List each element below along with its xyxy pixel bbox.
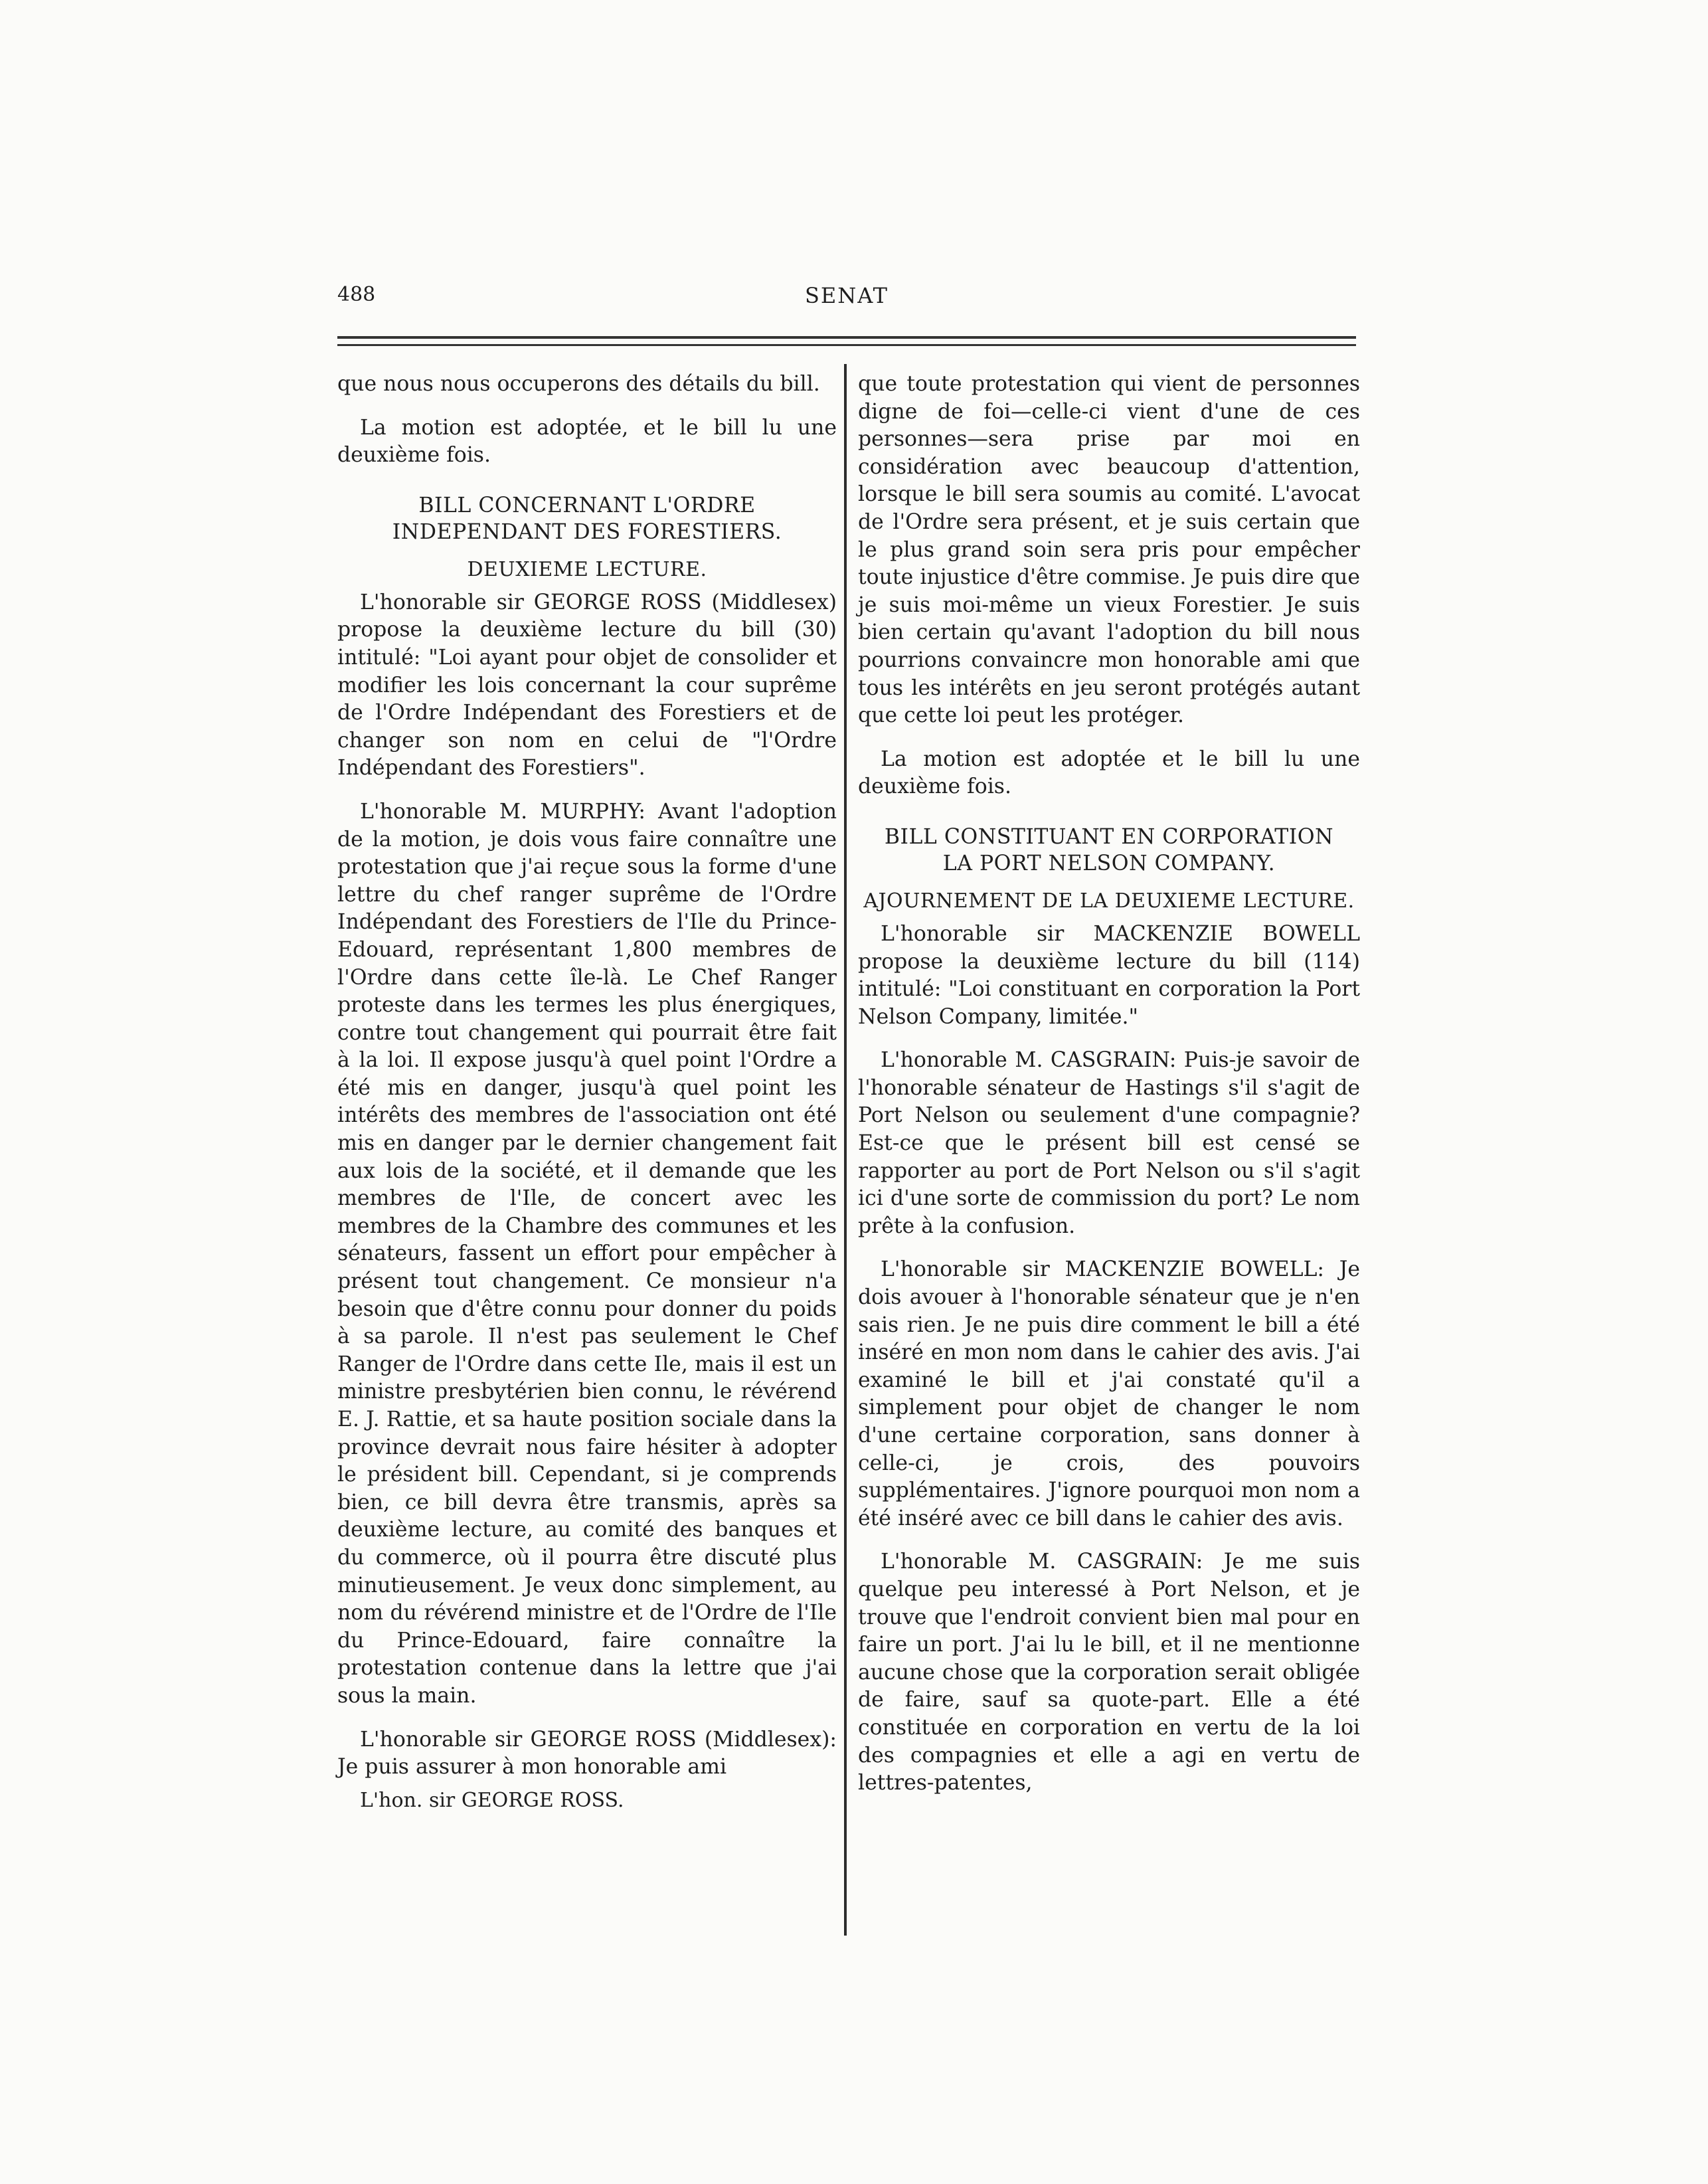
paragraph: que toute protestation qui vient de personnes digne de foi—celle-ci vient d'une de ces personnes—sera prise par moi en considération avec beaucoup d'attention, lorsque le bill sera soumis au comité. L'avocat de l'Ordre sera présent, et je suis certain que le plus grand soin sera pris pour empêcher toute injustice d'être commise. Je puis dire que je suis moi-même un vieux Forestier. Je suis bien certain qu'avant l'adoption du bill nous pourrions convaincre mon honorable ami que tous les intérêts en jeu seront protégés autant que cette loi peut les protéger. (858, 372, 1360, 728)
section-heading: BILL CONCERNANT L'ORDRE INDEPENDANT DES FORESTIERS. (392, 493, 782, 544)
paragraph: La motion est adoptée, et le bill lu une deuxième fois. (337, 415, 837, 468)
column-footer: L'hon. sir GEORGE ROSS. (360, 1788, 624, 1812)
paragraph: L'honorable sir MACKENZIE BOWELL propose la deuxième lecture du bill (114) intitulé: "Loi constituant en corporation la Port Nelson Company, limitée." (858, 921, 1360, 1029)
right-column (858, 371, 1360, 1813)
column-divider (844, 364, 847, 1936)
paragraph: L'honorable sir MACKENZIE BOWELL: Je dois avouer à l'honorable sénateur que je n'en sais rien. Je ne puis dire comment le bill a été inséré en mon nom dans le cahier des avis. J'ai examiné le bill et j'ai constaté qu'il a simplement pour objet de changer le nom d'une certaine corporation, sans donner à celle-ci, je crois, des pouvoirs supplémentaires. J'ignore pourquoi mon nom a été inséré avec ce bill dans le cahier des avis. (858, 1257, 1360, 1530)
section-subheading: DEUXIEME LECTURE. (467, 557, 707, 581)
paragraph: L'honorable M. MURPHY: Avant l'adoption de la motion, je dois vous faire connaître une protestation que j'ai reçue sous la forme d'une lettre du chef ranger suprême de l'Ordre Indépendant des Forestiers de l'Ile du Prince-Edouard, représentant 1,800 membres de l'Ordre dans cette île-là. Le Chef Ranger proteste dans les termes les plus énergiques, contre tout changement qui pourrait être fait à la loi. Il expose jusqu'à quel point l'Ordre a été mis en danger, jusqu'à quel point les intérêts des membres de l'association ont été mis en danger par le dernier changement fait aux lois de la société, et il demande que les membres de l'Ile, de concert avec les membres de la Chambre des communes et les sénateurs, fassent un effort pour empêcher à présent tout changement. Ce monsieur n'a besoin que d'être connu pour donner du poids à sa parole. Il n'est pas seulement le Chef Ranger de l'Ordre dans cette Ile, mais il est un ministre presbytérien bien connu, le révérend E. J. Rattie, et sa haute position sociale dans la province devrait nous faire hésiter à adopter le président bill. Cependant, si je comprends bien, ce bill devra être transmis, après sa deuxième lecture, au comité des banques et du commerce, où il pourra être discuté plus minutieusement. Je veux donc simplement, au nom du révérend ministre et de l'Ordre de l'Ile du Prince-Edouard, faire connaître la protestation contenue dans la lettre que j'ai sous la main. (337, 799, 837, 1708)
page-header (337, 278, 1356, 318)
paragraph: que nous nous occuperons des détails du bill. (337, 372, 820, 396)
running-head: SENAT (805, 283, 889, 308)
paragraph: L'honorable sir GEORGE ROSS (Middlesex) propose la deuxième lecture du bill (30) intitulé: "Loi ayant pour objet de consolider et modifier les lois concernant la cour suprême de l'Ordre Indépendant des Forestiers et de changer son nom en celui de "l'Ordre Indépendant des Forestiers". (337, 590, 837, 780)
header-rule-bottom (337, 344, 1356, 346)
left-column (337, 371, 837, 1813)
section-subheading: AJOURNEMENT DE LA DEUXIEME LECTURE. (863, 889, 1355, 913)
page-number: 488 (337, 283, 376, 306)
paragraph: L'honorable M. CASGRAIN: Je me suis quelque peu interessé à Port Nelson, et je trouve que l'endroit convient bien mal pour en faire un port. J'ai lu le bill, et il ne mentionne aucune chose que la corporation serait obligée de faire, sauf sa quote-part. Elle a été constituée en corporation en vertu de la loi des compagnies et elle a agi en vertu de lettres-patentes, (858, 1550, 1360, 1795)
header-rule-top (337, 336, 1356, 339)
paragraph: L'honorable M. CASGRAIN: Puis-je savoir de l'honorable sénateur de Hastings s'il s'agit de Port Nelson ou seulement d'une compagnie? Est-ce que le présent bill est censé se rapporter au port de Port Nelson ou s'il s'agit ici d'une sorte de commission du port? Le nom prête à la confusion. (858, 1048, 1360, 1238)
paragraph: L'honorable sir GEORGE ROSS (Middlesex): Je puis assurer à mon honorable ami (337, 1727, 837, 1779)
paragraph: La motion est adoptée et le bill lu une deuxième fois. (858, 747, 1360, 799)
section-heading: BILL CONSTITUANT EN CORPORATION LA PORT NELSON COMPANY. (884, 824, 1334, 875)
